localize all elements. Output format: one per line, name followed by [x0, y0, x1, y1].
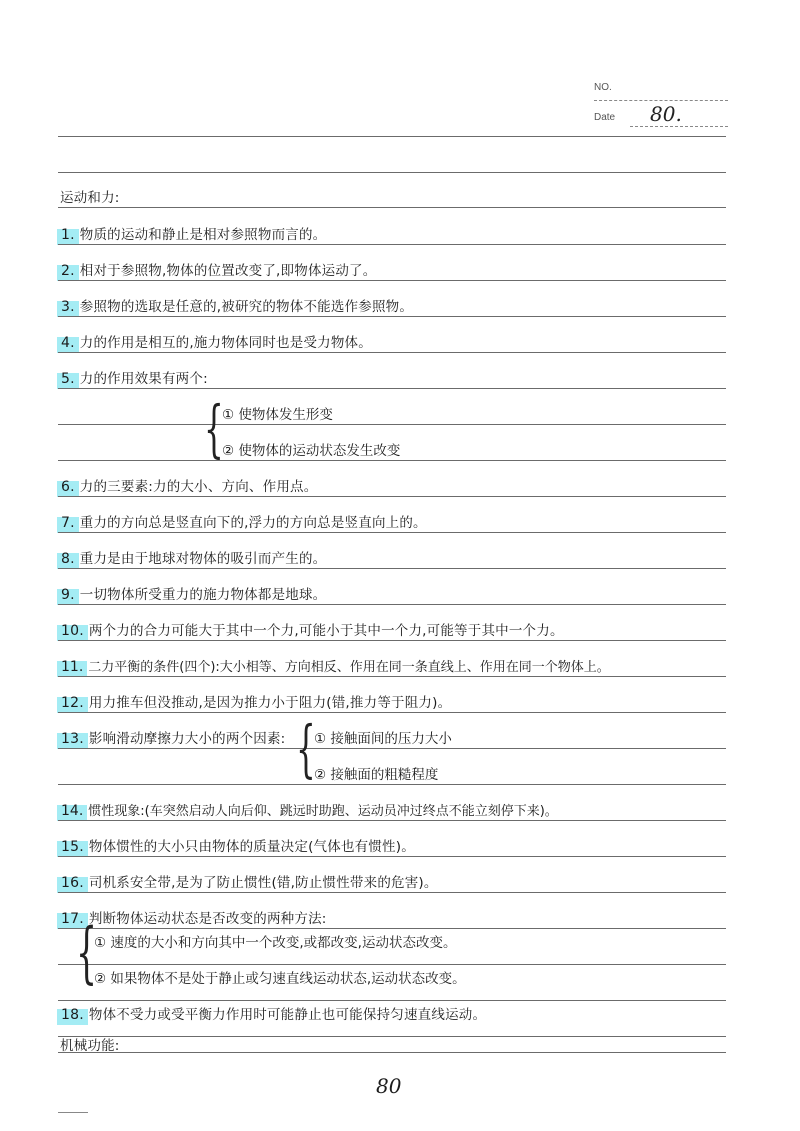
item-number: 1. — [60, 227, 78, 243]
item-text: 司机系安全带,是为了防止惯性(错,防止惯性带来的危害)。 — [88, 875, 438, 891]
left-brace: { — [204, 392, 224, 465]
item-text: 力的作用是相互的,施力物体同时也是受力物体。 — [79, 335, 372, 351]
item-number: 10. — [60, 623, 87, 639]
item-text: 判断物体运动状态是否改变的两种方法: — [88, 911, 327, 927]
item-number: 8. — [60, 551, 78, 567]
item-number: 15. — [60, 839, 87, 855]
item13-factor-2 — [314, 757, 438, 783]
item-text: 惯性现象:(车突然启动人向后仰、跳远时助跑、运动员冲过终点不能立刻停下来)。 — [88, 804, 558, 819]
ruled-line — [58, 532, 726, 533]
ruled-line — [58, 712, 726, 713]
item-text: 两个力的合力可能大于其中一个力,可能小于其中一个力,可能等于其中一个力。 — [88, 623, 564, 639]
item17-method-1 — [94, 925, 456, 951]
item5-effect-2 — [222, 433, 400, 459]
note-item-4 — [60, 325, 372, 351]
item-text: 相对于参照物,物体的位置改变了,即物体运动了。 — [79, 263, 377, 279]
note-item-17 — [60, 901, 327, 927]
ruled-line — [58, 496, 726, 497]
item-number: 12. — [60, 695, 87, 711]
item17-method-2 — [94, 961, 466, 987]
method-text: ① 速度的大小和方向其中一个改变,或都改变,运动状态改变。 — [94, 935, 457, 951]
next-section-text: 机械功能: — [60, 1038, 120, 1054]
note-item-7 — [60, 505, 427, 531]
ruled-line — [58, 244, 726, 245]
note-item-2 — [60, 253, 376, 279]
item-number: 2. — [60, 263, 78, 279]
item-number: 3. — [60, 299, 78, 315]
method-text: ② 如果物体不是处于静止或匀速直线运动状态,运动状态改变。 — [94, 971, 466, 987]
date-value: 80. — [650, 102, 682, 126]
note-item-1 — [60, 217, 326, 243]
note-item-15 — [60, 829, 415, 855]
factor-text: ① 接触面间的压力大小 — [314, 731, 452, 747]
item-text: 参照物的选取是任意的,被研究的物体不能选作参照物。 — [79, 299, 414, 315]
note-item-12 — [60, 685, 451, 711]
ruled-line — [58, 1052, 726, 1053]
item-number: 6. — [60, 479, 78, 495]
ruled-line — [58, 640, 726, 641]
item-number: 14. — [60, 803, 86, 819]
next-section-title — [60, 1028, 120, 1054]
note-item-9 — [60, 577, 326, 603]
item13-factor-1 — [314, 721, 452, 747]
ruled-line — [58, 676, 726, 677]
note-item-3 — [60, 289, 413, 315]
note-item-8 — [60, 541, 326, 567]
item-number: 9. — [60, 587, 78, 603]
note-item-14 — [60, 793, 558, 819]
ruled-line — [58, 388, 726, 389]
ruled-line — [58, 604, 726, 605]
item-number: 18. — [60, 1007, 87, 1023]
item-text: 用力推车但没推动,是因为推力小于阻力(错,推力等于阻力)。 — [88, 695, 452, 711]
item-text: 力的作用效果有两个: — [79, 371, 208, 387]
item-text: 二力平衡的条件(四个):大小相等、方向相反、作用在同一条直线上、作用在同一个物体上。 — [88, 660, 610, 675]
ruled-line — [58, 424, 726, 425]
item-number: 7. — [60, 515, 78, 531]
ruled-line — [58, 352, 726, 353]
item-number: 5. — [60, 371, 78, 387]
ruled-line — [58, 136, 726, 137]
ruled-line — [58, 460, 726, 461]
item-text: 重力是由于地球对物体的吸引而产生的。 — [79, 551, 327, 567]
ruled-line — [58, 892, 726, 893]
ruled-line — [58, 280, 726, 281]
ruled-line-fragment — [58, 1112, 88, 1113]
item-text: 物质的运动和静止是相对参照物而言的。 — [79, 227, 327, 243]
date-dotted-line — [630, 126, 728, 127]
note-item-11 — [60, 649, 610, 675]
item-number: 16. — [60, 875, 87, 891]
ruled-line — [58, 784, 726, 785]
note-item-6 — [60, 469, 317, 495]
effect-text: ① 使物体发生形变 — [222, 407, 333, 423]
note-item-16 — [60, 865, 438, 891]
item-text: 重力的方向总是竖直向下的,浮力的方向总是竖直向上的。 — [79, 515, 427, 531]
note-item-13 — [60, 721, 285, 747]
no-label: NO. — [594, 82, 612, 93]
section-title-text: 运动和力: — [60, 190, 120, 206]
left-brace: { — [76, 914, 97, 991]
note-item-10 — [60, 613, 564, 639]
ruled-line — [58, 207, 726, 208]
date-label: Date — [594, 112, 616, 123]
item-text: 物体不受力或受平衡力作用时可能静止也可能保持匀速直线运动。 — [88, 1007, 487, 1023]
item-number: 13. — [60, 731, 87, 747]
item-number: 4. — [60, 335, 78, 351]
section-title — [60, 180, 120, 206]
no-dotted-line — [594, 100, 728, 101]
factor-text: ② 接触面的粗糙程度 — [314, 767, 439, 783]
left-brace: { — [296, 712, 316, 785]
page-number: 80 — [376, 1074, 402, 1098]
ruled-line — [58, 748, 726, 749]
ruled-line — [58, 1036, 726, 1037]
ruled-line — [58, 856, 726, 857]
item-text: 一切物体所受重力的施力物体都是地球。 — [79, 587, 327, 603]
ruled-line — [58, 316, 726, 317]
note-item-18 — [60, 997, 486, 1023]
ruled-line — [58, 172, 726, 173]
ruled-line — [58, 568, 726, 569]
item-number: 11. — [60, 659, 86, 675]
item-text: 物体惯性的大小只由物体的质量决定(气体也有惯性)。 — [88, 839, 415, 855]
item-text: 影响滑动摩擦力大小的两个因素: — [88, 731, 286, 747]
effect-text: ② 使物体的运动状态发生改变 — [222, 443, 401, 459]
item5-effect-1 — [222, 397, 333, 423]
note-item-5 — [60, 361, 208, 387]
item-text: 力的三要素:力的大小、方向、作用点。 — [79, 479, 318, 495]
item-number: 17. — [60, 911, 87, 927]
ruled-line — [58, 820, 726, 821]
